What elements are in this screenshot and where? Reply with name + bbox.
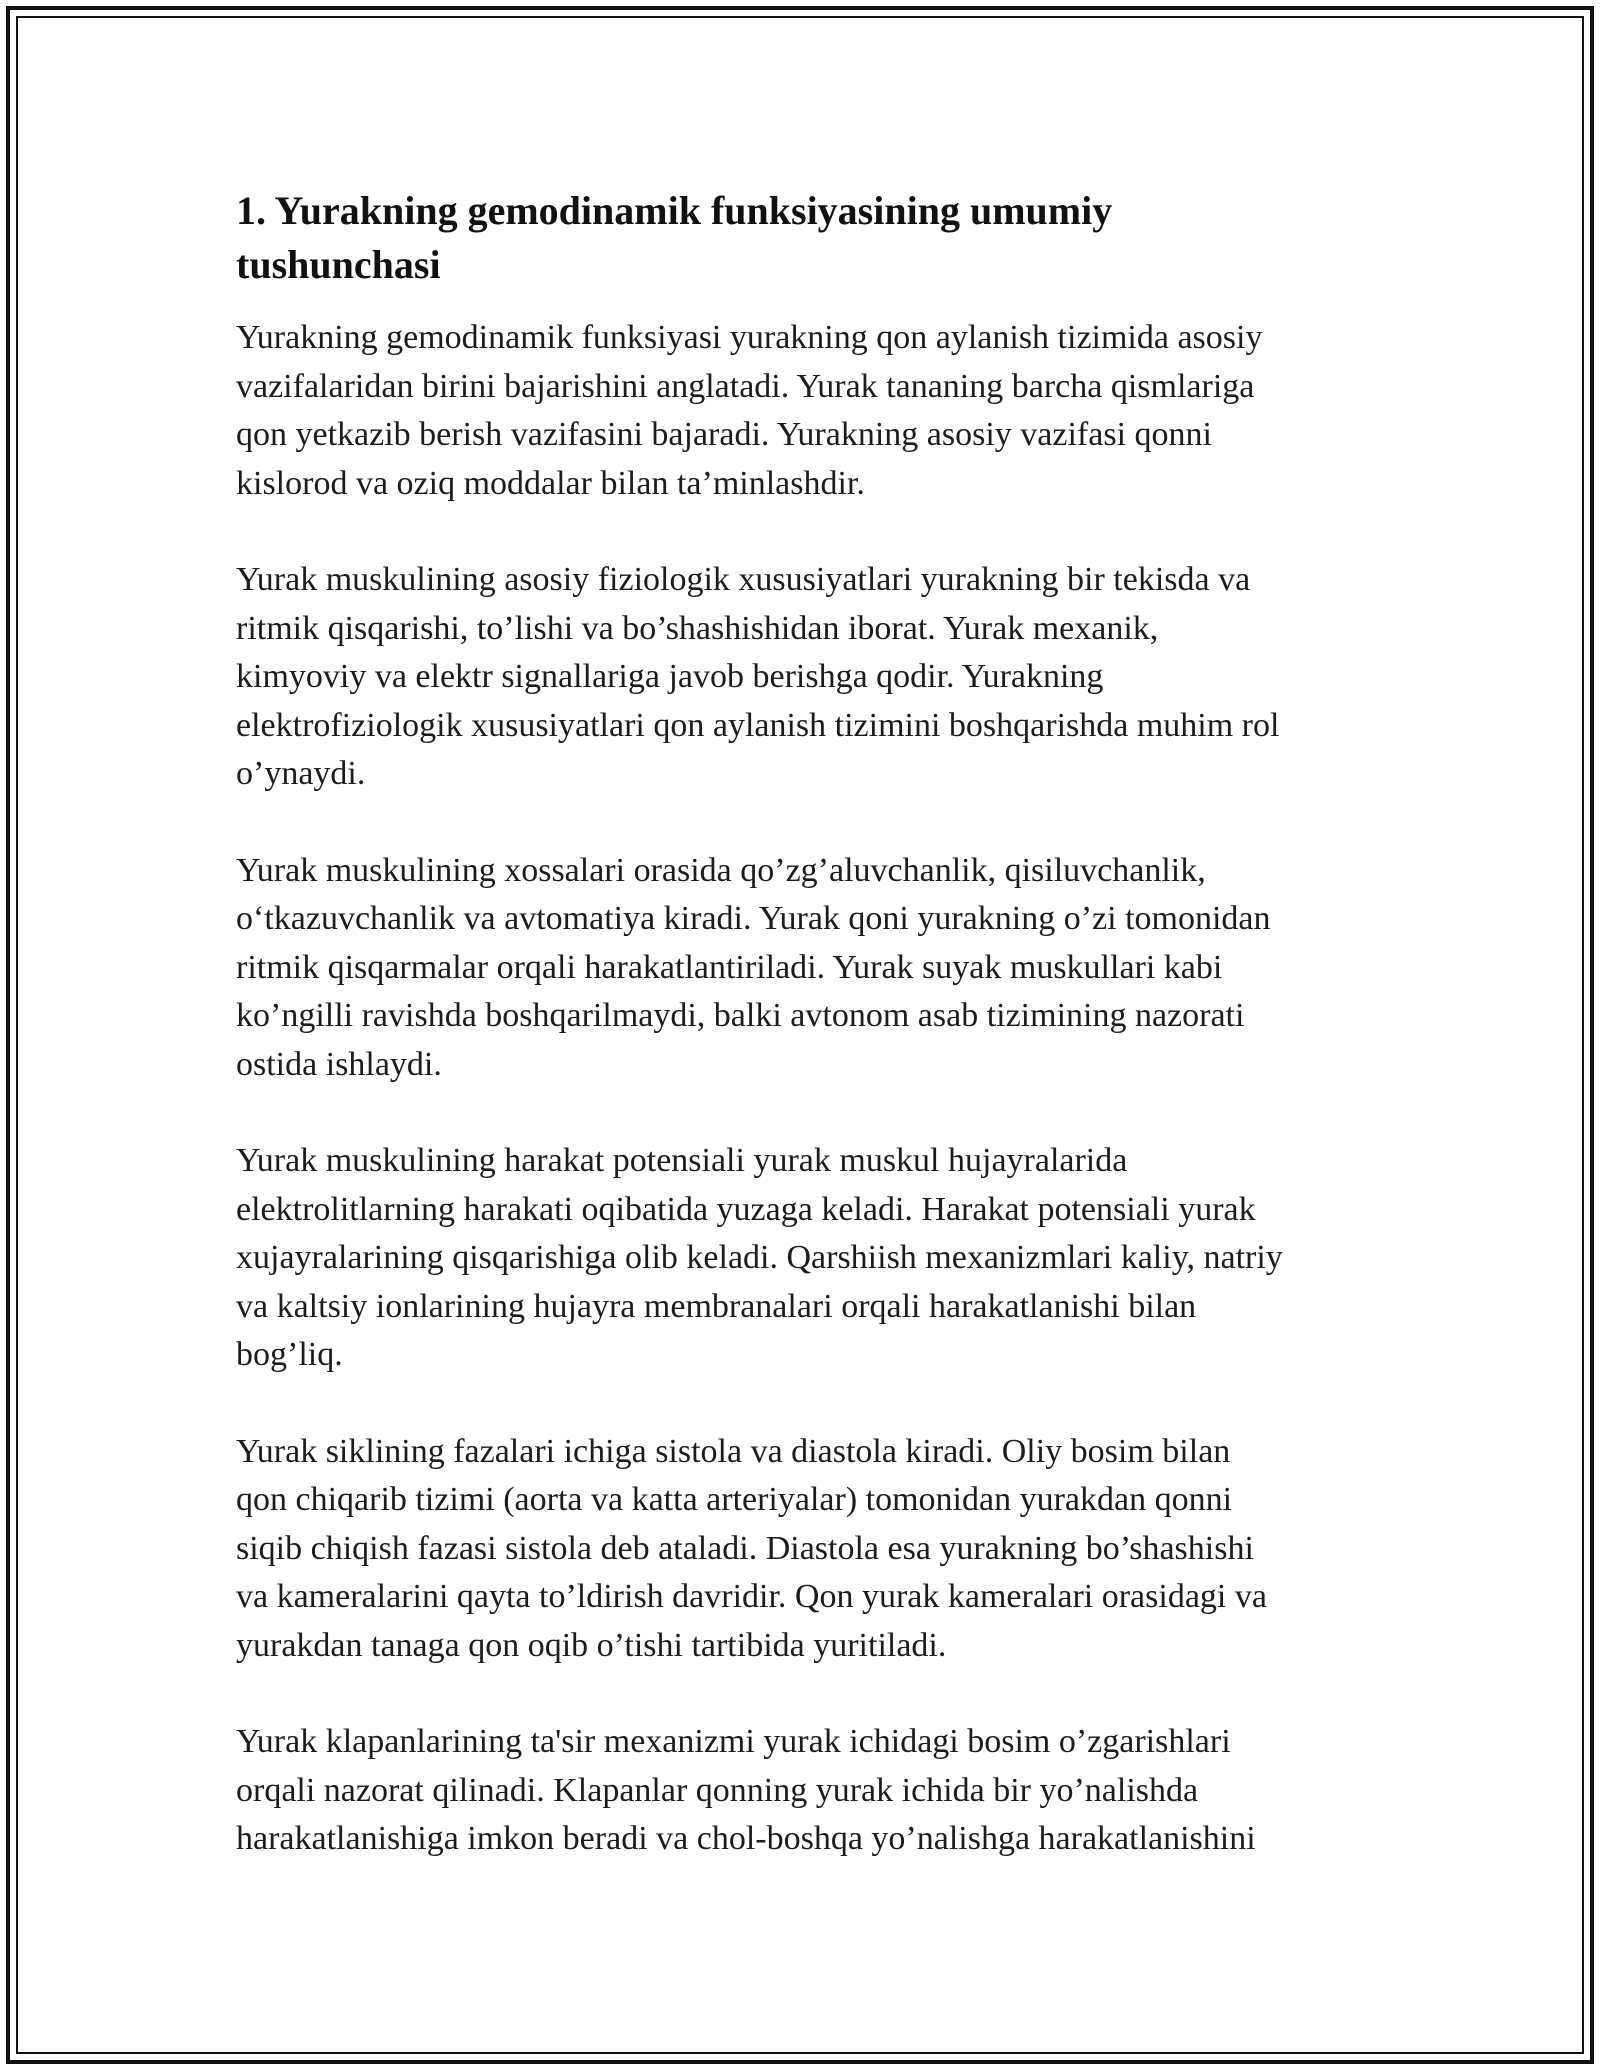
text-line: xujayralarining qisqarishiga olib keladi. Qarshiish mexanizmlari kaliy, natriy: [236, 1239, 1283, 1276]
text-line: qon yetkazib berish vazifasini bajaradi. Yurakning asosiy vazifasi qonni: [236, 416, 1212, 453]
text-line: o’ynaydi.: [236, 755, 366, 792]
text-line: Yurak muskulining xossalari orasida qo’zg’aluvchanlik, qisiluvchanlik,: [236, 851, 1206, 889]
paragraph-5: [236, 1428, 1376, 1671]
heading-line: tushunchasi: [236, 242, 441, 287]
text-line: Yurak muskulining harakat potensiali yurak muskul hujayralarida: [236, 1142, 1128, 1179]
text-line: bog’liq.: [236, 1336, 343, 1373]
paragraph-3: [236, 847, 1376, 1090]
text-line: ritmik qisqarmalar orqali harakatlantiriladi. Yurak suyak muskullari kabi: [236, 948, 1223, 986]
paragraph-2: [236, 556, 1376, 799]
text-line: siqib chiqish fazasi sistola deb ataladi. Diastola esa yurakning bo’shashishi: [236, 1529, 1254, 1567]
section-heading: [236, 184, 1376, 292]
text-line: qon chiqarib tizimi (aorta va katta arteriyalar) tomonidan yurakdan qonni: [236, 1481, 1233, 1518]
paragraph-4: [236, 1137, 1376, 1380]
text-line: Yurak klapanlarining ta'sir mexanizmi yurak ichidagi bosim o’zgarishlari: [236, 1723, 1231, 1760]
text-line: Yurakning gemodinamik funksiyasi yurakning qon aylanish tizimida asosiy: [236, 319, 1263, 356]
text-line: elektrofiziologik xususiyatlari qon aylanish tizimini boshqarishda muhim rol: [236, 706, 1280, 744]
text-line: va kameralarini qayta to’ldirish davridir. Qon yurak kameralari orasidagi va: [236, 1578, 1267, 1615]
text-line: harakatlanishiga imkon beradi va chol-boshqa yo’nalishga harakatlanishini: [236, 1820, 1256, 1857]
text-line: ritmik qisqarishi, to’lishi va bo’shashishidan iborat. Yurak mexanik,: [236, 609, 1159, 647]
text-line: yurakdan tanaga qon oqib o’tishi tartibida yuritiladi.: [236, 1626, 947, 1664]
text-line: elektrolitlarning harakati oqibatida yuzaga keladi. Harakat potensiali yurak: [236, 1190, 1256, 1228]
text-line: orqali nazorat qilinadi. Klapanlar qonning yurak ichida bir yo’nalishda: [236, 1771, 1199, 1809]
text-line: ostida ishlaydi.: [236, 1045, 442, 1083]
document-body: [236, 184, 1376, 1912]
text-line: kimyoviy va elektr signallariga javob berishga qodir. Yurakning: [236, 658, 1104, 695]
text-line: Yurak siklining fazalari ichiga sistola va diastola kiradi. Oliy bosim bilan: [236, 1432, 1231, 1470]
text-line: va kaltsiy ionlarining hujayra membranalari orqali harakatlanishi bilan: [236, 1287, 1197, 1325]
paragraph-1: [236, 314, 1376, 508]
text-line: Yurak muskulining asosiy fiziologik xususiyatlari yurakning bir tekisda va: [236, 561, 1251, 598]
text-line: ko’ngilli ravishda boshqarilmaydi, balki avtonom asab tizimining nazorati: [236, 997, 1245, 1034]
text-line: o‘tkazuvchanlik va avtomatiya kiradi. Yurak qoni yurakning o’zi tomonidan: [236, 900, 1271, 937]
text-line: kislorod va oziq moddalar bilan ta’minlashdir.: [236, 464, 865, 502]
heading-line: 1. Yurakning gemodinamik funksiyasining umumiy: [236, 188, 1113, 233]
text-line: vazifalaridan birini bajarishini anglatadi. Yurak tananing barcha qismlariga: [236, 367, 1255, 405]
paragraph-6: [236, 1718, 1376, 1864]
